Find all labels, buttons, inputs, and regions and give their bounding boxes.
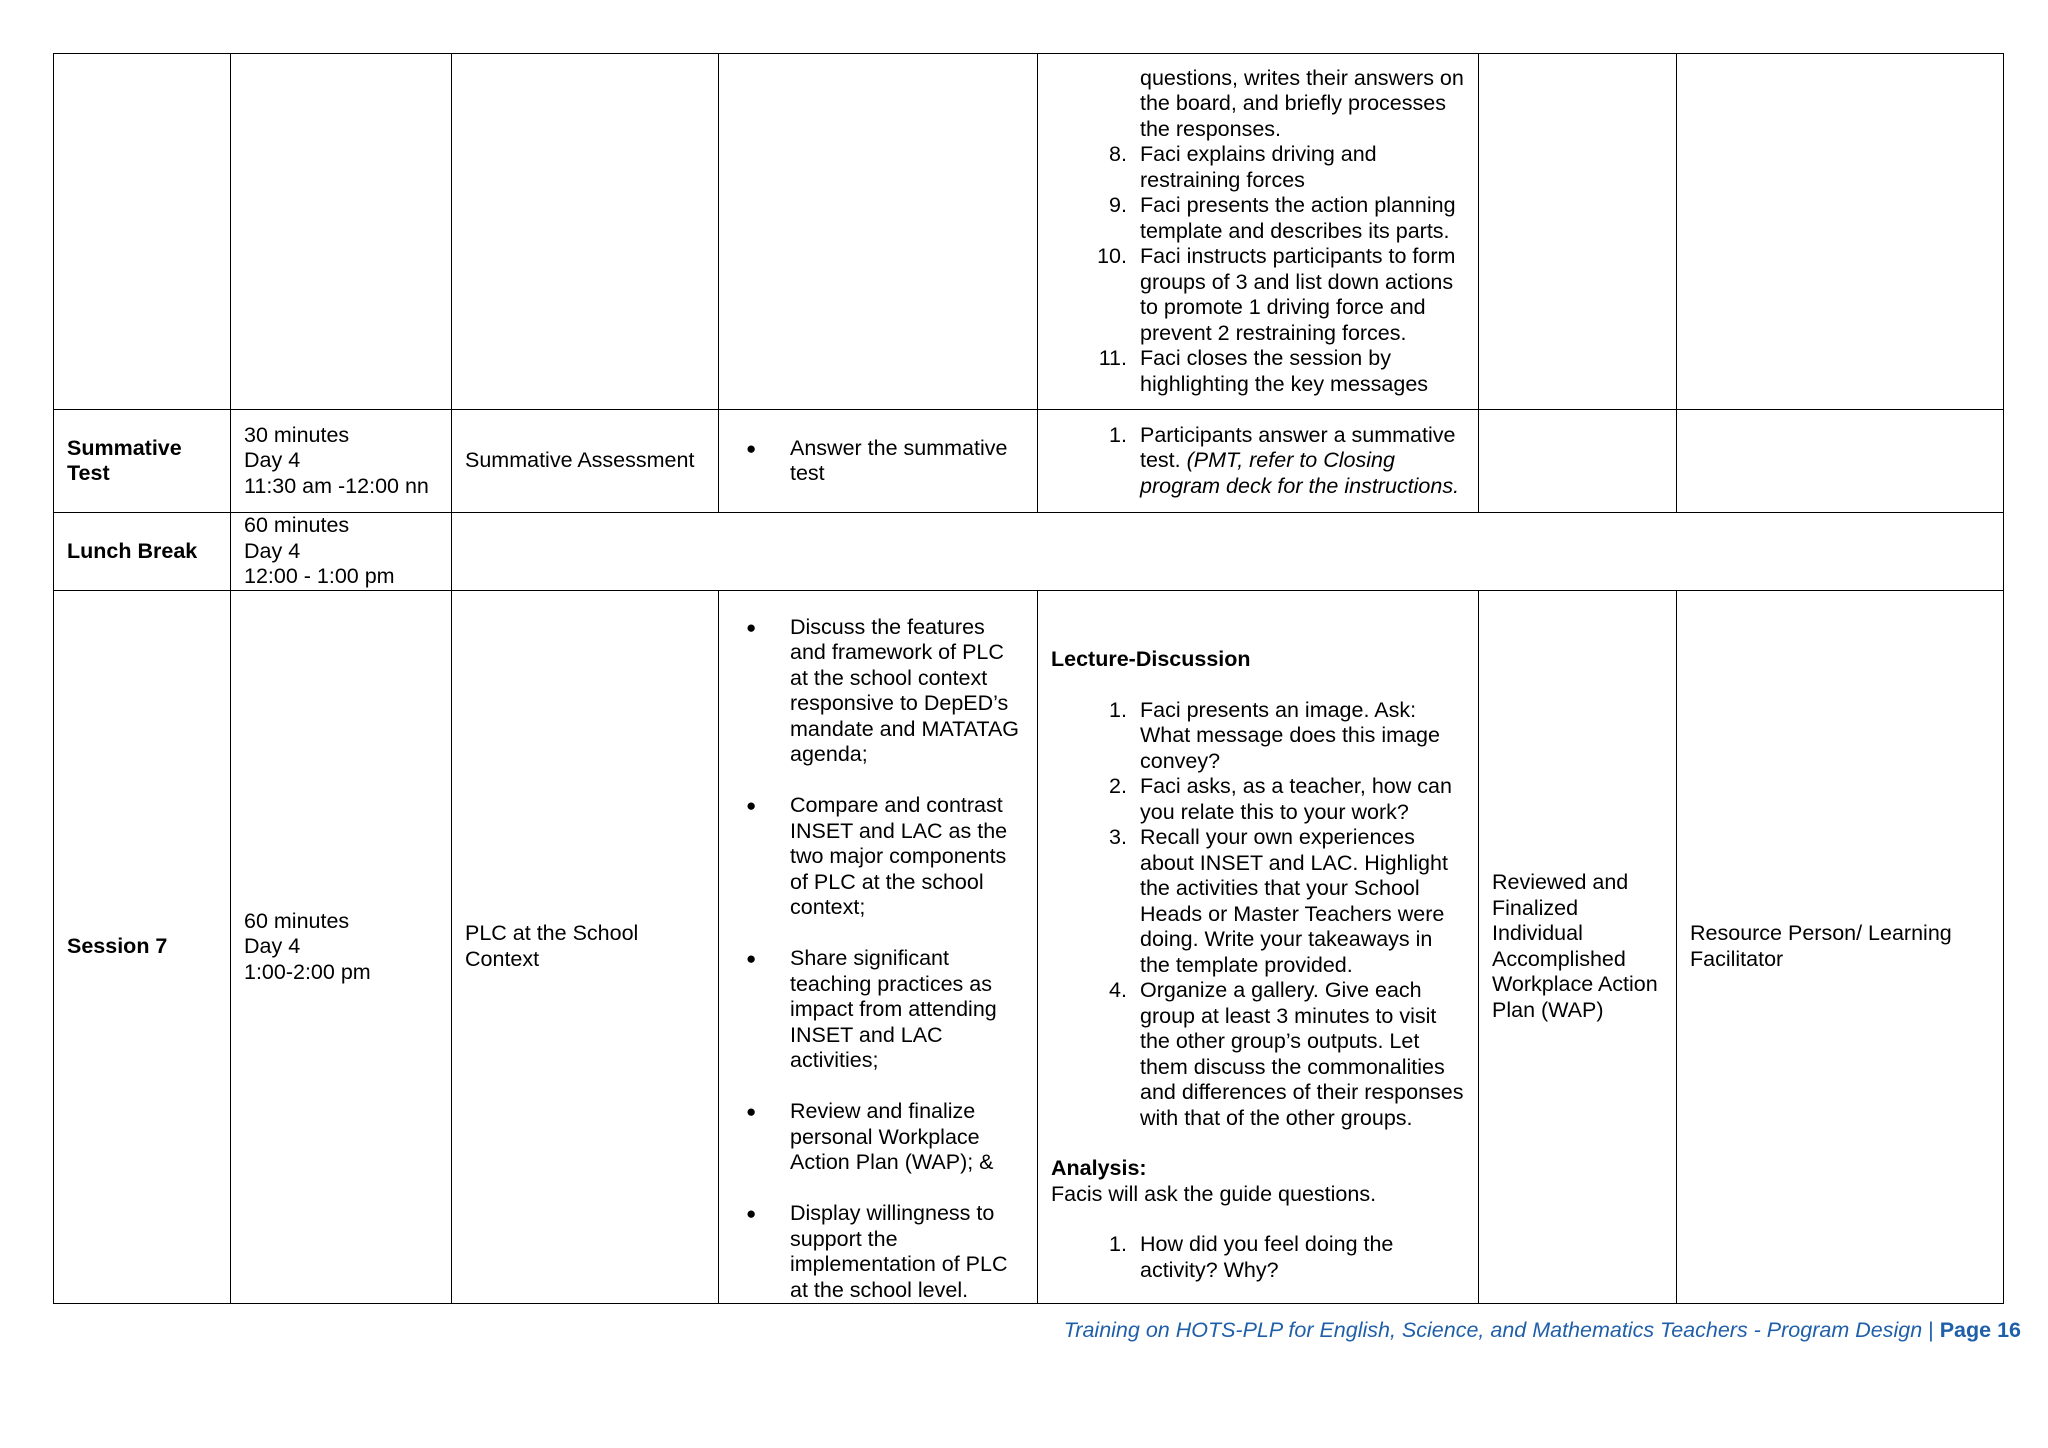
step-text: Organize a gallery. Give each group at least 3 minutes to visit the other group’s outputs. Let them discuss the commonalities and differences of their responses with that of the other groups. xyxy=(1140,978,1464,1130)
empty-cell xyxy=(1677,54,2004,410)
methodology-cell xyxy=(1038,590,1479,1304)
session-title: Session 7 xyxy=(54,590,231,1304)
list-item: ● Discuss the features and framework of PLC at the school context responsive to DepED’s mandate and MATATAG agenda; xyxy=(732,615,1024,768)
list-item xyxy=(1051,825,1465,978)
step-text: Faci explains driving and restraining forces xyxy=(1140,142,1377,192)
resource-cell: Resource Person/ Learning Facilitator xyxy=(1677,590,2004,1304)
step-note: (PMT, refer to Closing program deck for the instructions. xyxy=(1140,448,1460,498)
session-title: Summative xyxy=(67,435,182,460)
methodology-cell xyxy=(1038,54,1479,410)
step-text: Recall your own experiences about INSET and LAC. Highlight the activities that your School Heads or Master Teachers were doing. Write your takeaways in the template provided. xyxy=(1140,825,1448,977)
lunch-break-row xyxy=(54,513,2004,591)
methodology-cell xyxy=(1038,410,1479,513)
step-text: Faci presents an image. Ask: What message does this image convey? xyxy=(1140,697,1440,773)
schedule-cell xyxy=(231,590,452,1304)
summative-test-row xyxy=(54,410,2004,513)
objectives-cell xyxy=(719,410,1038,513)
step-number: 1 . xyxy=(1081,1232,1127,1258)
day: Day 4 xyxy=(244,934,301,958)
step-text: Participants answer a summative test. xyxy=(1140,422,1456,473)
list-item: ● Answer the summative test xyxy=(732,436,1024,487)
empty-cell xyxy=(452,54,719,410)
objectives-cell xyxy=(719,590,1038,1304)
step-number: 1 . xyxy=(1081,698,1127,724)
duration: 60 minutes xyxy=(244,908,350,933)
day: Day 4 xyxy=(244,448,301,473)
list-item xyxy=(1051,978,1465,1131)
step-number: 10 . xyxy=(1081,244,1127,270)
step-text: Faci closes the session by highlighting the key messages xyxy=(1140,346,1429,396)
step-text: Faci asks, as a teacher, how can you relate this to your work? xyxy=(1140,774,1452,824)
step-number: 11 . xyxy=(1081,346,1127,372)
step-text: Faci presents the action planning template and describes its parts. xyxy=(1140,193,1456,243)
merged-empty-cell xyxy=(452,513,2004,591)
analysis-heading: Analysis: xyxy=(1051,1156,1147,1181)
list-item xyxy=(1051,423,1465,500)
time: 11:30 am -12:00 nn xyxy=(244,473,429,498)
empty-cell xyxy=(1479,410,1677,513)
step-number: 3 . xyxy=(1081,825,1127,851)
session-7-row xyxy=(54,590,2004,1304)
empty-cell xyxy=(1677,410,2004,513)
list-item xyxy=(1051,1232,1465,1283)
methodology-steps xyxy=(1051,698,1465,1132)
footer-separator: | xyxy=(1928,1318,1934,1342)
schedule-cell xyxy=(231,410,452,513)
step-number: 8 . xyxy=(1081,142,1127,168)
list-item xyxy=(1051,66,1465,143)
list-item: ● Share significant teaching practices as impact from attending INSET and LAC activities; xyxy=(732,946,1024,1074)
objectives-list xyxy=(732,615,1024,1304)
continued-row xyxy=(54,54,2004,410)
step-number: 1 . xyxy=(1081,423,1127,449)
list-item xyxy=(1051,244,1465,346)
list-item: ● Review and finalize personal Workplace Action Plan (WAP); & xyxy=(732,1099,1024,1176)
list-item: ● Display willingness to support the implementation of PLC at the school level. xyxy=(732,1201,1024,1303)
day: Day 4 xyxy=(244,538,301,563)
step-text: questions, writes their answers on the board, and briefly processes the responses. xyxy=(1140,65,1464,141)
duration: 60 minutes xyxy=(244,513,350,537)
empty-cell xyxy=(54,54,231,410)
session-title-cell xyxy=(54,410,231,513)
page-number: Page 16 xyxy=(1939,1318,2021,1342)
continued-steps xyxy=(1051,66,1465,398)
session-title: Test xyxy=(67,461,110,485)
list-item xyxy=(1051,193,1465,244)
duration: 30 minutes xyxy=(244,422,350,447)
step-number: 4 . xyxy=(1081,978,1127,1004)
methodology-steps xyxy=(1051,423,1465,500)
output-cell: Reviewed and Finalized Individual Accomplished Workplace Action Plan (WAP) xyxy=(1479,590,1677,1304)
footer-title: Training on HOTS-PLP for English, Science, and Mathematics Teachers - Program Design xyxy=(1063,1318,1923,1342)
analysis-steps xyxy=(1051,1232,1465,1283)
list-item xyxy=(1051,142,1465,193)
page-footer xyxy=(1064,1318,2021,1343)
list-item: ● Compare and contrast INSET and LAC as the two major components of PLC at the school context; xyxy=(732,793,1024,921)
empty-cell xyxy=(719,54,1038,410)
step-text: How did you feel doing the activity? Why? xyxy=(1140,1232,1394,1282)
step-text: Faci instructs participants to form groups of 3 and list down actions to promote 1 driving force and prevent 2 restraining forces. xyxy=(1140,244,1456,345)
step-number: 2 . xyxy=(1081,774,1127,800)
objectives-list xyxy=(732,436,1024,487)
method-heading: Lecture-Discussion xyxy=(1051,647,1251,672)
empty-cell xyxy=(1479,54,1677,410)
topic-cell: Summative Assessment xyxy=(452,410,719,513)
list-item xyxy=(1051,698,1465,775)
analysis-intro: Facis will ask the guide questions. xyxy=(1051,1181,1377,1206)
time: 1:00-2:00 pm xyxy=(244,959,371,984)
program-design-table xyxy=(53,53,2004,1304)
list-item xyxy=(1051,774,1465,825)
topic-cell: PLC at the School Context xyxy=(452,590,719,1304)
step-number: 9 . xyxy=(1081,193,1127,219)
session-title: Lunch Break xyxy=(54,513,231,591)
empty-cell xyxy=(231,54,452,410)
list-item xyxy=(1051,346,1465,397)
schedule-cell xyxy=(231,513,452,591)
time: 12:00 - 1:00 pm xyxy=(244,564,395,588)
